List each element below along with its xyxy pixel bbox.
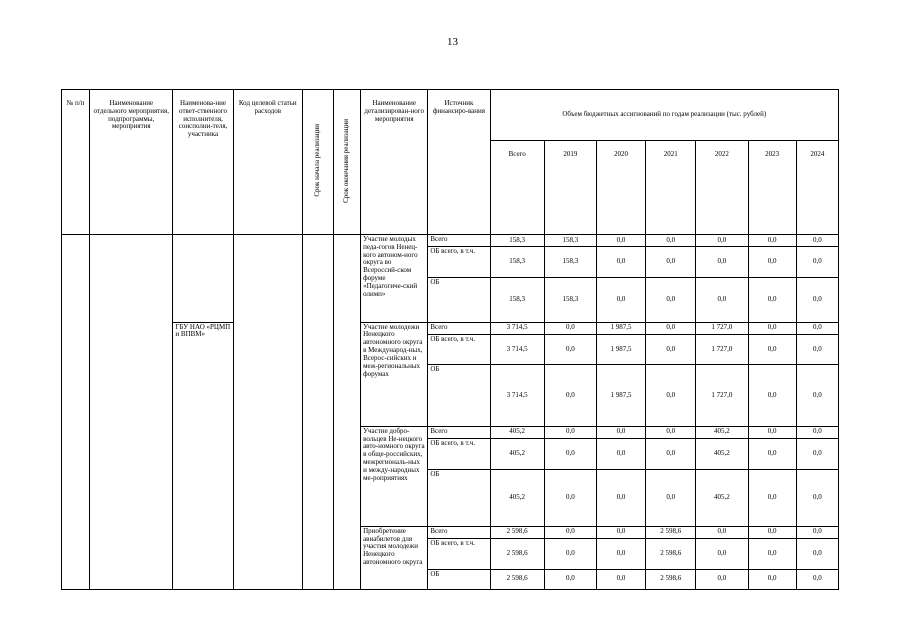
value-cell: 0,0 [696,247,748,278]
value-cell: 0,0 [596,438,645,469]
value-cell: 405,2 [696,469,748,526]
value-cell: 405,2 [490,438,544,469]
value-cell: 0,0 [748,234,796,246]
value-cell: 0,0 [596,538,645,569]
source-cell: ОБ [428,277,490,322]
source-cell: Всего [428,234,490,246]
value-cell: 0,0 [748,538,796,569]
header-start-label: Срок начала реализации [313,124,322,197]
value-cell: 158,3 [544,277,596,322]
budget-table [61,89,839,590]
value-cell: 0,0 [596,247,645,278]
value-cell: 2 598,6 [646,538,696,569]
source-cell: ОБ всего, в т.ч. [428,247,490,278]
value-cell: 3 714,5 [490,334,544,365]
source-cell: Всего [428,426,490,438]
value-cell: 0,0 [796,526,838,538]
value-cell: 0,0 [796,365,838,426]
value-cell: 405,2 [490,426,544,438]
source-cell: ОБ всего, в т.ч. [428,538,490,569]
value-cell: 0,0 [696,538,748,569]
value-cell: 0,0 [748,365,796,426]
value-cell: 2 598,6 [490,569,544,589]
activity-name: Участие добро-вольцев Не-нецкого авто-номного округа в обще-российских, межрегиональ-ных и между-народных ме-роприятиях [361,426,428,526]
value-cell: 0,0 [748,247,796,278]
activity-name: Приобретение авиабилетов для участия молодежи Ненецкого автономного округа [361,526,428,589]
value-cell: 0,0 [646,426,696,438]
value-cell: 0,0 [544,365,596,426]
value-cell: 0,0 [748,322,796,334]
header-year-2021: 2021 [646,141,696,235]
header-budget-group: Объем бюджетных ассигнований по годам реализации (тыс. рублей) [490,90,838,141]
executor-cell: ГБУ НАО «РЦМП и ВПВМ» [173,322,233,589]
header-year-2019: 2019 [544,141,596,235]
value-cell: 1 727,0 [696,334,748,365]
header-detail: Наименование детализирован-ного мероприятия [361,90,428,235]
value-cell: 158,3 [490,247,544,278]
header-year-total: Всего [490,141,544,235]
source-cell: ОБ [428,569,490,589]
value-cell: 0,0 [544,438,596,469]
header-executor: Наименова-ние ответ-ственного исполнителя, соисполни-теля, участника [173,90,233,235]
value-cell: 0,0 [696,569,748,589]
source-cell: ОБ [428,365,490,426]
value-cell: 405,2 [490,469,544,526]
value-cell: 2 598,6 [490,538,544,569]
source-cell: ОБ всего, в т.ч. [428,334,490,365]
start-cell [302,234,333,589]
value-cell: 1 727,0 [696,365,748,426]
code-cell [233,234,302,589]
activity-name: Участие молодежи Ненецкого автономного округа в Международ-ных, Всерос-сийских и меж-региональных форумах [361,322,428,426]
value-cell: 0,0 [796,438,838,469]
value-cell: 0,0 [544,322,596,334]
header-name: Наименование отдельного мероприятия, подпрограммы, мероприятия [90,90,173,235]
value-cell: 0,0 [748,438,796,469]
header-num: № п/п [62,90,90,235]
value-cell: 3 714,5 [490,365,544,426]
value-cell: 1 987,5 [596,334,645,365]
value-cell: 0,0 [646,277,696,322]
activity-name: Участие молодых педа-гогов Ненец-кого автоном-ного округа во Всероссий-ском форуме «Педагогиче-ский олимп» [361,234,428,322]
value-cell: 158,3 [544,234,596,246]
name-cell [90,234,173,589]
table-row [62,234,839,246]
value-cell: 0,0 [646,438,696,469]
value-cell: 0,0 [748,426,796,438]
value-cell: 0,0 [696,234,748,246]
value-cell: 0,0 [544,569,596,589]
header-end [333,90,360,235]
value-cell: 0,0 [544,334,596,365]
value-cell: 0,0 [796,469,838,526]
value-cell: 0,0 [646,322,696,334]
value-cell: 0,0 [544,469,596,526]
value-cell: 0,0 [796,277,838,322]
value-cell: 0,0 [796,569,838,589]
header-source: Источник финансиро-вания [428,90,490,235]
value-cell: 405,2 [696,426,748,438]
value-cell: 0,0 [796,322,838,334]
header-start [302,90,333,235]
header-year-2022: 2022 [696,141,748,235]
value-cell: 0,0 [796,334,838,365]
value-cell: 0,0 [596,426,645,438]
value-cell: 1 987,5 [596,365,645,426]
value-cell: 0,0 [544,538,596,569]
value-cell: 0,0 [796,247,838,278]
num-cell [62,234,90,589]
value-cell: 2 598,6 [646,526,696,538]
header-year-2023: 2023 [748,141,796,235]
value-cell: 158,3 [544,247,596,278]
value-cell: 0,0 [596,569,645,589]
value-cell: 0,0 [796,426,838,438]
value-cell: 1 987,5 [596,322,645,334]
end-cell [333,234,360,589]
value-cell: 0,0 [596,277,645,322]
value-cell: 0,0 [646,334,696,365]
header-row-1 [62,90,839,141]
value-cell: 0,0 [748,569,796,589]
header-end-label: Срок окончания реализации [342,118,351,203]
value-cell: 0,0 [748,469,796,526]
value-cell: 0,0 [696,526,748,538]
header-year-2020: 2020 [596,141,645,235]
value-cell: 3 714,5 [490,322,544,334]
value-cell: 0,0 [796,538,838,569]
value-cell: 0,0 [748,334,796,365]
value-cell: 158,3 [490,277,544,322]
value-cell: 0,0 [646,247,696,278]
value-cell: 0,0 [544,526,596,538]
page-number: 13 [447,36,458,48]
header-year-2024: 2024 [796,141,838,235]
value-cell: 0,0 [596,526,645,538]
value-cell: 0,0 [596,469,645,526]
value-cell: 0,0 [748,277,796,322]
header-code: Код целевой статьи расходов [233,90,302,235]
source-cell: Всего [428,526,490,538]
value-cell: 0,0 [696,277,748,322]
value-cell: 0,0 [646,365,696,426]
value-cell: 158,3 [490,234,544,246]
value-cell: 0,0 [596,234,645,246]
value-cell: 0,0 [544,426,596,438]
source-cell: ОБ [428,469,490,526]
source-cell: Всего [428,322,490,334]
value-cell: 0,0 [796,234,838,246]
value-cell: 0,0 [748,526,796,538]
table-row [62,322,839,334]
value-cell: 2 598,6 [646,569,696,589]
executor-cell-empty [173,234,233,322]
value-cell: 1 727,0 [696,322,748,334]
value-cell: 405,2 [696,438,748,469]
value-cell: 0,0 [646,469,696,526]
value-cell: 2 598,6 [490,526,544,538]
value-cell: 0,0 [646,234,696,246]
source-cell: ОБ всего, в т.ч. [428,438,490,469]
